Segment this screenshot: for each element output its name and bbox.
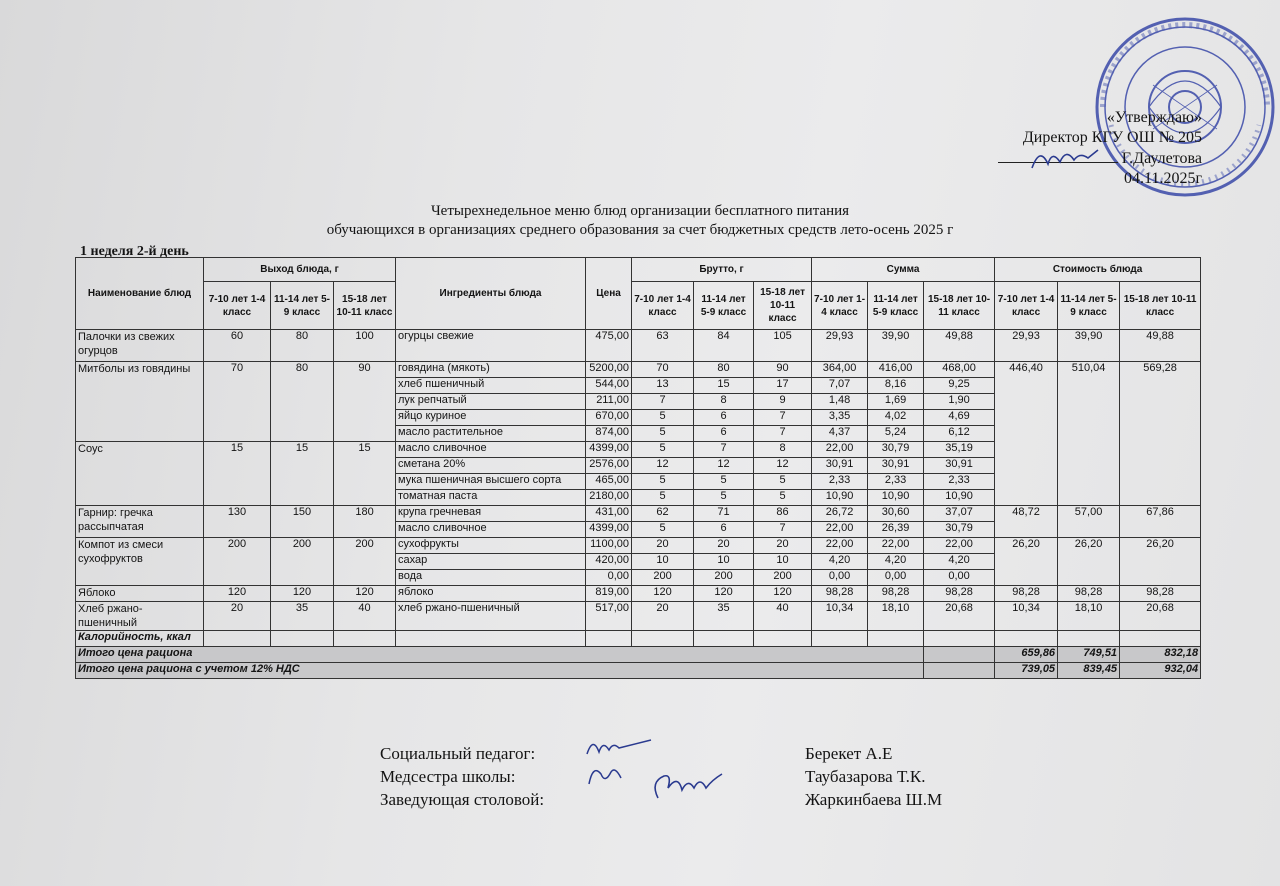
brutto-value: 63: [632, 330, 694, 362]
dish-cost-value: 67,86: [1120, 506, 1201, 538]
approval-date: 04.11.2025г: [1124, 170, 1202, 187]
ingredient-price: 4399,00: [586, 522, 632, 538]
brutto-value: 17: [754, 378, 812, 394]
sum-value: 4,02: [868, 410, 924, 426]
brutto-value: 6: [694, 426, 754, 442]
brutto-value: 5: [632, 410, 694, 426]
output-value: 90: [334, 362, 396, 442]
sum-value: 98,28: [924, 586, 995, 602]
title-line-2: обучающихся в организациях среднего образования за счет бюджетных средств лето-осень 2025 г: [326, 222, 954, 238]
dish-cost-value: 446,40: [995, 362, 1058, 506]
dish-cost-value: 98,28: [995, 586, 1058, 602]
output-value: 15: [334, 442, 396, 506]
output-value: 20: [204, 602, 271, 631]
approval-title: «Утверждаю»: [1106, 109, 1202, 126]
brutto-value: 12: [632, 458, 694, 474]
table-row: [76, 538, 1201, 554]
brutto-value: 20: [754, 538, 812, 554]
brutto-value: 35: [694, 602, 754, 631]
output-value: 80: [271, 362, 334, 442]
brutto-value: 86: [754, 506, 812, 522]
sum-value: 10,34: [812, 602, 868, 631]
ingredient-price: 2180,00: [586, 490, 632, 506]
brutto-value: 12: [754, 458, 812, 474]
sum-value: 4,37: [812, 426, 868, 442]
nurse-signature-icon: [585, 760, 625, 790]
output-value: 120: [204, 586, 271, 602]
total-vat-label: Итого цена рациона с учетом 12% НДС: [76, 663, 924, 679]
brutto-value: 90: [754, 362, 812, 378]
brutto-value: 62: [632, 506, 694, 522]
brutto-value: 200: [754, 570, 812, 586]
ingredient-name: масло растительное: [396, 426, 586, 442]
sum-value: 0,00: [812, 570, 868, 586]
sum-value: 468,00: [924, 362, 995, 378]
brutto-value: 70: [632, 362, 694, 378]
calories-label: Калорийность, ккал: [76, 631, 204, 647]
brutto-value: 80: [694, 362, 754, 378]
output-value: 150: [271, 506, 334, 538]
sum-value: 26,39: [868, 522, 924, 538]
sum-value: 416,00: [868, 362, 924, 378]
ingredient-name: огурцы свежие: [396, 330, 586, 362]
sum-value: 5,24: [868, 426, 924, 442]
brutto-value: 6: [694, 410, 754, 426]
total-value-2: 749,51: [1058, 647, 1120, 663]
table-row: [76, 602, 1201, 631]
dish-cost-value: 20,68: [1120, 602, 1201, 631]
ingredient-name: сахар: [396, 554, 586, 570]
signature-role: Социальный педагог:: [380, 744, 536, 763]
ingredient-price: 465,00: [586, 474, 632, 490]
brutto-value: 105: [754, 330, 812, 362]
brutto-value: 5: [694, 490, 754, 506]
sum-value: 30,91: [812, 458, 868, 474]
header-sum: Сумма: [812, 258, 995, 282]
sum-value: 30,91: [868, 458, 924, 474]
dish-cost-value: 48,72: [995, 506, 1058, 538]
output-value: 35: [271, 602, 334, 631]
sum-value: 1,48: [812, 394, 868, 410]
output-value: 200: [204, 538, 271, 586]
header-age-2: 11-14 лет 5-9 класс: [868, 282, 924, 330]
header-ingredients: Ингредиенты блюда: [396, 258, 586, 330]
header-age-2: 11-14 лет 5-9 класс: [271, 282, 334, 330]
sum-value: 30,79: [868, 442, 924, 458]
output-value: 70: [204, 362, 271, 442]
ingredient-price: 420,00: [586, 554, 632, 570]
output-value: 200: [271, 538, 334, 586]
brutto-value: 5: [632, 426, 694, 442]
sum-value: 98,28: [812, 586, 868, 602]
sum-value: 9,25: [924, 378, 995, 394]
table-row: [76, 362, 1201, 378]
dish-cost-value: 510,04: [1058, 362, 1120, 506]
brutto-value: 7: [754, 426, 812, 442]
sum-value: 22,00: [812, 522, 868, 538]
ingredient-name: яйцо куриное: [396, 410, 586, 426]
output-value: 130: [204, 506, 271, 538]
total-label: Итого цена рациона: [76, 647, 924, 663]
week-label: 1 неделя 2-й день: [80, 244, 189, 259]
ingredient-name: хлеб ржано-пшеничный: [396, 602, 586, 631]
sum-value: 7,07: [812, 378, 868, 394]
brutto-value: 8: [754, 442, 812, 458]
output-value: 120: [334, 586, 396, 602]
director-signature-icon: [1030, 140, 1100, 176]
sum-value: 22,00: [924, 538, 995, 554]
brutto-value: 10: [754, 554, 812, 570]
output-value: 15: [204, 442, 271, 506]
header-age-2: 11-14 лет 5-9 класс: [1058, 282, 1120, 330]
ingredient-name: крупа гречневая: [396, 506, 586, 522]
brutto-value: 20: [694, 538, 754, 554]
sum-value: 30,60: [868, 506, 924, 522]
brutto-value: 84: [694, 330, 754, 362]
ingredient-name: мука пшеничная высшего сорта: [396, 474, 586, 490]
ingredient-name: хлеб пшеничный: [396, 378, 586, 394]
dish-cost-value: 10,34: [995, 602, 1058, 631]
sum-value: 37,07: [924, 506, 995, 522]
ingredient-price: 670,00: [586, 410, 632, 426]
sum-value: 26,72: [812, 506, 868, 522]
signature-role: Заведующая столовой:: [380, 790, 545, 809]
dish-cost-value: 29,93: [995, 330, 1058, 362]
sum-value: 18,10: [868, 602, 924, 631]
canteen-head-signature-icon: [648, 768, 726, 808]
dish-name: Митболы из говядины: [76, 362, 204, 442]
dish-name: Палочки из свежих огурцов: [76, 330, 204, 362]
output-value: 80: [271, 330, 334, 362]
brutto-value: 5: [632, 474, 694, 490]
sum-value: 2,33: [924, 474, 995, 490]
brutto-value: 5: [754, 490, 812, 506]
ingredient-name: яблоко: [396, 586, 586, 602]
header-output: Выход блюда, г: [204, 258, 396, 282]
brutto-value: 5: [694, 474, 754, 490]
sum-value: 1,69: [868, 394, 924, 410]
sum-value: 8,16: [868, 378, 924, 394]
total-vat-value-2: 839,45: [1058, 663, 1120, 679]
brutto-value: 7: [632, 394, 694, 410]
sum-value: 30,79: [924, 522, 995, 538]
total-vat-row: [76, 663, 1201, 679]
output-value: 15: [271, 442, 334, 506]
output-value: 180: [334, 506, 396, 538]
sum-value: 49,88: [924, 330, 995, 362]
brutto-value: 5: [632, 490, 694, 506]
header-age-1: 7-10 лет 1-4 класс: [812, 282, 868, 330]
dish-cost-value: 39,90: [1058, 330, 1120, 362]
header-age-3: 15-18 лет 10-11 класс: [334, 282, 396, 330]
brutto-value: 5: [632, 522, 694, 538]
dish-name: Компот из смеси сухофруктов: [76, 538, 204, 586]
sum-value: 364,00: [812, 362, 868, 378]
dish-cost-value: 49,88: [1120, 330, 1201, 362]
brutto-value: 40: [754, 602, 812, 631]
header-age-1: 7-10 лет 1-4 класс: [204, 282, 271, 330]
sum-value: 0,00: [924, 570, 995, 586]
title-line-1: Четырехнедельное меню блюд организации бесплатного питания: [430, 203, 850, 219]
brutto-value: 200: [632, 570, 694, 586]
brutto-value: 7: [754, 522, 812, 538]
sum-value: 0,00: [868, 570, 924, 586]
ingredient-price: 5200,00: [586, 362, 632, 378]
table-row: [76, 506, 1201, 522]
brutto-value: 15: [694, 378, 754, 394]
sum-value: 10,90: [812, 490, 868, 506]
total-value-3: 832,18: [1120, 647, 1201, 663]
signature-role: Медсестра школы:: [380, 767, 516, 786]
header-age-2: 11-14 лет 5-9 класс: [694, 282, 754, 330]
sum-value: 4,20: [924, 554, 995, 570]
sum-value: 22,00: [812, 442, 868, 458]
output-value: 120: [271, 586, 334, 602]
brutto-value: 71: [694, 506, 754, 522]
dish-name: Яблоко: [76, 586, 204, 602]
menu-body: [76, 330, 1201, 631]
ingredient-name: томатная паста: [396, 490, 586, 506]
brutto-value: 7: [754, 410, 812, 426]
brutto-value: 10: [694, 554, 754, 570]
ingredient-name: сухофрукты: [396, 538, 586, 554]
ingredient-name: лук репчатый: [396, 394, 586, 410]
sum-value: 4,20: [812, 554, 868, 570]
brutto-value: 6: [694, 522, 754, 538]
document-title: [0, 202, 1280, 240]
brutto-value: 10: [632, 554, 694, 570]
approval-name: Г.Даулетова: [1121, 150, 1202, 167]
dish-cost-value: 569,28: [1120, 362, 1201, 506]
header-age-1: 7-10 лет 1-4 класс: [995, 282, 1058, 330]
approval-director: Директор КГУ ОШ № 205: [1022, 129, 1202, 146]
header-price: Цена: [586, 258, 632, 330]
ingredient-price: 1100,00: [586, 538, 632, 554]
dish-name: Гарнир: гречка рассыпчатая: [76, 506, 204, 538]
sum-value: 29,93: [812, 330, 868, 362]
calories-row: [76, 631, 1201, 647]
dish-name: Хлеб ржано-пшеничный: [76, 602, 204, 631]
sum-value: 4,20: [868, 554, 924, 570]
dish-name: Соус: [76, 442, 204, 506]
ingredient-name: масло сливочное: [396, 522, 586, 538]
ingredient-price: 819,00: [586, 586, 632, 602]
brutto-value: 20: [632, 538, 694, 554]
ingredient-price: 517,00: [586, 602, 632, 631]
brutto-value: 9: [754, 394, 812, 410]
sum-value: 4,69: [924, 410, 995, 426]
brutto-value: 120: [694, 586, 754, 602]
ingredient-price: 431,00: [586, 506, 632, 522]
ingredient-price: 211,00: [586, 394, 632, 410]
social-pedagogue-signature-icon: [585, 732, 655, 760]
sum-value: 30,91: [924, 458, 995, 474]
ingredient-price: 874,00: [586, 426, 632, 442]
sum-value: 2,33: [812, 474, 868, 490]
ingredient-price: 0,00: [586, 570, 632, 586]
total-value-1: 659,86: [995, 647, 1058, 663]
output-value: 100: [334, 330, 396, 362]
dish-cost-value: 98,28: [1058, 586, 1120, 602]
brutto-value: 20: [632, 602, 694, 631]
header-age-3: 15-18 лет 10-11 класс: [924, 282, 995, 330]
brutto-value: 13: [632, 378, 694, 394]
ingredient-name: вода: [396, 570, 586, 586]
header-dish: Наименование блюд: [76, 258, 204, 330]
ingredient-name: масло сливочное: [396, 442, 586, 458]
sum-value: 20,68: [924, 602, 995, 631]
menu-table: [75, 257, 1201, 679]
total-row: [76, 647, 1201, 663]
dish-cost-value: 26,20: [995, 538, 1058, 586]
header-age-1: 7-10 лет 1-4 класс: [632, 282, 694, 330]
output-value: 200: [334, 538, 396, 586]
brutto-value: 5: [632, 442, 694, 458]
dish-cost-value: 57,00: [1058, 506, 1120, 538]
sum-value: 10,90: [924, 490, 995, 506]
table-row: [76, 586, 1201, 602]
header-brutto: Брутто, г: [632, 258, 812, 282]
ingredient-price: 2576,00: [586, 458, 632, 474]
output-value: 60: [204, 330, 271, 362]
brutto-value: 7: [694, 442, 754, 458]
brutto-value: 12: [694, 458, 754, 474]
brutto-value: 8: [694, 394, 754, 410]
sum-value: 2,33: [868, 474, 924, 490]
header-age-3: 15-18 лет 10-11 класс: [754, 282, 812, 330]
sum-value: 3,35: [812, 410, 868, 426]
brutto-value: 120: [754, 586, 812, 602]
output-value: 40: [334, 602, 396, 631]
dish-cost-value: 18,10: [1058, 602, 1120, 631]
total-vat-value-1: 739,05: [995, 663, 1058, 679]
header-cost: Стоимость блюда: [995, 258, 1201, 282]
dish-cost-value: 98,28: [1120, 586, 1201, 602]
dish-cost-value: 26,20: [1058, 538, 1120, 586]
total-vat-value-3: 932,04: [1120, 663, 1201, 679]
sum-value: 39,90: [868, 330, 924, 362]
brutto-value: 120: [632, 586, 694, 602]
sum-value: 35,19: [924, 442, 995, 458]
sum-value: 10,90: [868, 490, 924, 506]
ingredient-price: 475,00: [586, 330, 632, 362]
ingredient-price: 4399,00: [586, 442, 632, 458]
signature-name: Жаркинбаева Ш.М: [805, 790, 943, 809]
sum-value: 22,00: [868, 538, 924, 554]
sum-value: 1,90: [924, 394, 995, 410]
header-age-3: 15-18 лет 10-11 класс: [1120, 282, 1201, 330]
sum-value: 6,12: [924, 426, 995, 442]
sum-value: 22,00: [812, 538, 868, 554]
brutto-value: 200: [694, 570, 754, 586]
ingredient-price: 544,00: [586, 378, 632, 394]
brutto-value: 5: [754, 474, 812, 490]
sum-value: 98,28: [868, 586, 924, 602]
dish-cost-value: 26,20: [1120, 538, 1201, 586]
signature-name: Таубазарова Т.К.: [805, 767, 926, 786]
table-row: [76, 330, 1201, 362]
ingredient-name: говядина (мякоть): [396, 362, 586, 378]
ingredient-name: сметана 20%: [396, 458, 586, 474]
signature-name: Берекет А.Е: [805, 744, 893, 763]
